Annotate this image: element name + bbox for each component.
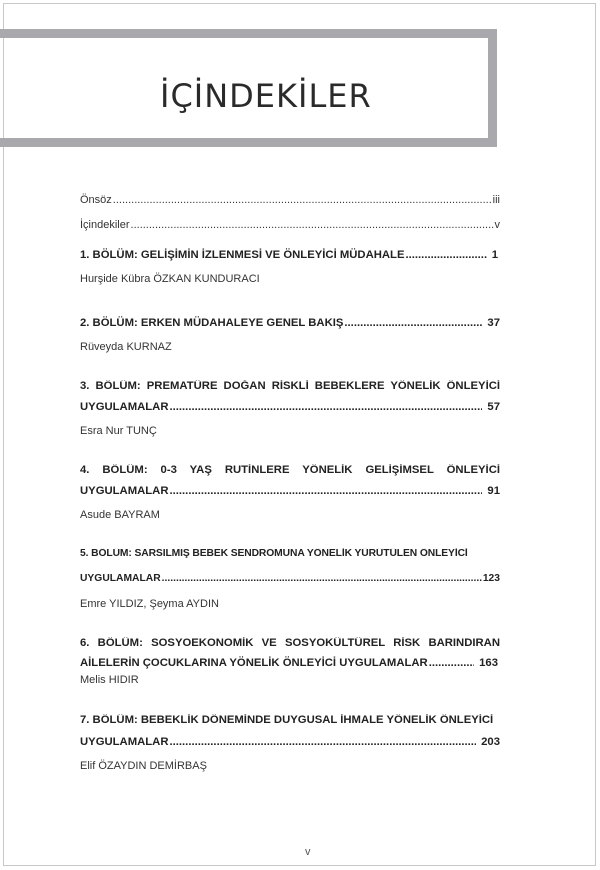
toc-entry-chapter-6-cont[interactable] [80,657,498,669]
leader-dots [169,485,482,497]
toc-entry-icindekiler[interactable] [80,219,500,231]
chapter-page: 163 [479,657,498,669]
leader-dots [169,401,482,413]
toc-entry-chapter-3-cont[interactable] [80,401,500,413]
chapter-author: Rüveyda KURNAZ [80,341,172,353]
chapter-title: 2. BÖLÜM: ERKEN MÜDAHALEYE GENEL BAKIŞ [80,317,344,329]
chapter-author: Asude BAYRAM [80,509,160,521]
leader-dots [131,219,494,231]
toc-entry-chapter-5-cont[interactable] [80,573,500,584]
chapter-title-cont: UYGULAMALAR [80,573,161,584]
toc-entry-chapter-2[interactable] [80,317,500,329]
chapter-page: 91 [487,485,500,497]
chapter-page: 123 [482,573,500,584]
leader-dots [344,317,482,329]
toc-entry-chapter-6[interactable]: 6. BÖLÜM: SOSYOEKONOMİK VE SOSYOKÜLTÜREL RİSK BARINDIRAN [80,637,500,649]
chapter-title-cont: UYGULAMALAR [80,485,169,497]
chapter-page: 1 [491,249,498,261]
chapter-page: 57 [487,401,500,413]
toc-entry-chapter-7-cont[interactable] [80,736,500,748]
chapter-author: Melis HIDIR [80,674,139,686]
leader-dots [429,657,474,669]
toc-entry-chapter-3[interactable]: 3. BÖLÜM: PREMATÜRE DOĞAN RİSKLİ BEBEKLERE YÖNELİK ÖNLEYİCİ [80,380,500,392]
toc-entry-onsoz[interactable] [80,194,500,206]
chapter-title-cont: AİLELERİN ÇOCUKLARINA YÖNELİK ÖNLEYİCİ UYGULAMALAR [80,657,428,669]
chapter-page: 37 [487,317,500,329]
toc-page: v [494,219,500,231]
toc-entry-chapter-4-cont[interactable] [80,485,500,497]
toc-page: iii [492,194,500,206]
chapter-title: 1. BÖLÜM: GELİŞİMİN İZLENMESİ VE ÖNLEYİCİ MÜDAHALE [80,249,405,261]
chapter-title-cont: UYGULAMALAR [80,736,169,748]
page-number-footer: v [305,846,311,858]
chapter-page: 203 [481,736,500,748]
toc-label: Önsöz [80,194,112,206]
leader-dots [169,736,476,748]
leader-dots [113,194,492,206]
chapter-author: Hurşide Kübra ÖZKAN KUNDURACI [80,273,260,285]
chapter-title-cont: UYGULAMALAR [80,401,169,413]
toc-entry-chapter-7[interactable]: 7. BÖLÜM: BEBEKLİK DÖNEMİNDE DUYGUSAL İHMALE YÖNELİK ÖNLEYİCİ [80,714,494,726]
chapter-author: Elif ÖZAYDIN DEMİRBAŞ [80,760,207,772]
chapter-author: Esra Nur TUNÇ [80,425,157,437]
toc-entry-chapter-4[interactable]: 4. BÖLÜM: 0-3 YAŞ RUTİNLERE YÖNELİK GELİŞİMSEL ÖNLEYİCİ [80,464,500,476]
toc-label: İçindekiler [80,219,130,231]
page-title: İÇİNDEKİLER [160,77,372,115]
chapter-author: Emre YILDIZ, Şeyma AYDIN [80,598,219,610]
toc-entry-chapter-5[interactable]: 5. BÖLÜM: SARSILMIŞ BEBEK SENDROMUNA YÖNELİK YÜRÜTÜLEN ÖNLEYİCİ [80,548,468,559]
leader-dots [162,573,482,584]
toc-entry-chapter-1[interactable] [80,249,498,261]
leader-dots [405,249,486,261]
